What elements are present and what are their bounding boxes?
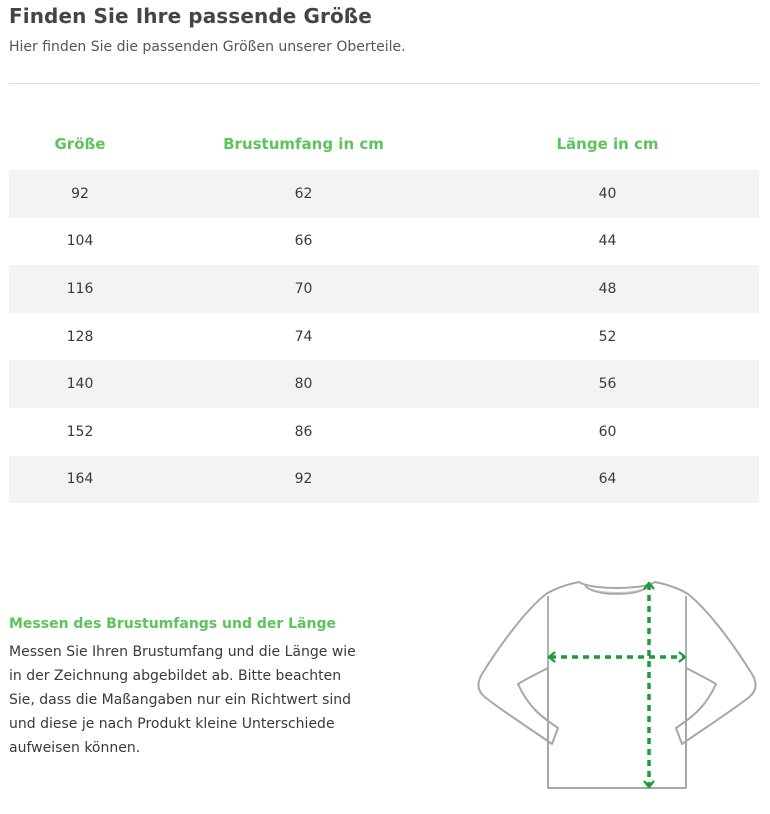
cell-chest: 92 (151, 456, 456, 504)
table-row (9, 265, 759, 313)
cell-size: 116 (9, 265, 151, 313)
measure-heading: Messen des Brustumfangs und der Länge (9, 616, 336, 632)
cell-size: 104 (66, 233, 94, 250)
cell-chest: 62 (151, 170, 456, 218)
table-row (9, 218, 759, 266)
cell-chest: 74 (294, 328, 313, 345)
page-title: Finden Sie Ihre passende Größe (9, 4, 372, 28)
cell-chest: 66 (294, 233, 313, 250)
cell-size: 152 (66, 423, 94, 440)
cell-chest: 80 (151, 360, 456, 408)
cell-size: 92 (9, 170, 151, 218)
sweater-measurement-icon (474, 572, 759, 802)
cell-length: 56 (456, 360, 759, 408)
table-header-row (9, 118, 759, 170)
cell-length: 48 (456, 265, 759, 313)
cell-size: 128 (66, 328, 94, 345)
column-header-size: Größe (54, 135, 106, 153)
sweater-outline (479, 582, 756, 788)
cell-length: 40 (456, 170, 759, 218)
table-row (9, 170, 759, 218)
cell-size: 140 (9, 360, 151, 408)
table-row (9, 456, 759, 504)
page-subtitle: Hier finden Sie die passenden Größen unserer Oberteile. (9, 39, 406, 55)
table-row (9, 360, 759, 408)
table-row (9, 408, 759, 456)
table-row (9, 313, 759, 361)
cell-size: 164 (9, 456, 151, 504)
cell-length: 52 (598, 328, 617, 345)
cell-chest: 70 (151, 265, 456, 313)
column-header-chest: Brustumfang in cm (223, 135, 384, 153)
column-header-length: Länge in cm (556, 135, 659, 153)
cell-length: 60 (598, 423, 617, 440)
size-table (9, 118, 759, 503)
cell-chest: 86 (294, 423, 313, 440)
cell-length: 64 (456, 456, 759, 504)
measure-description: Messen Sie Ihren Brustumfang und die Länge wie in der Zeichnung abgebildet ab. Bitte beachten Sie, dass die Maßangaben nur ein Richtwert sind und diese je nach Produkt kleine Unterschiede aufweisen können. (9, 644, 356, 756)
divider (9, 83, 759, 84)
cell-length: 44 (598, 233, 617, 250)
